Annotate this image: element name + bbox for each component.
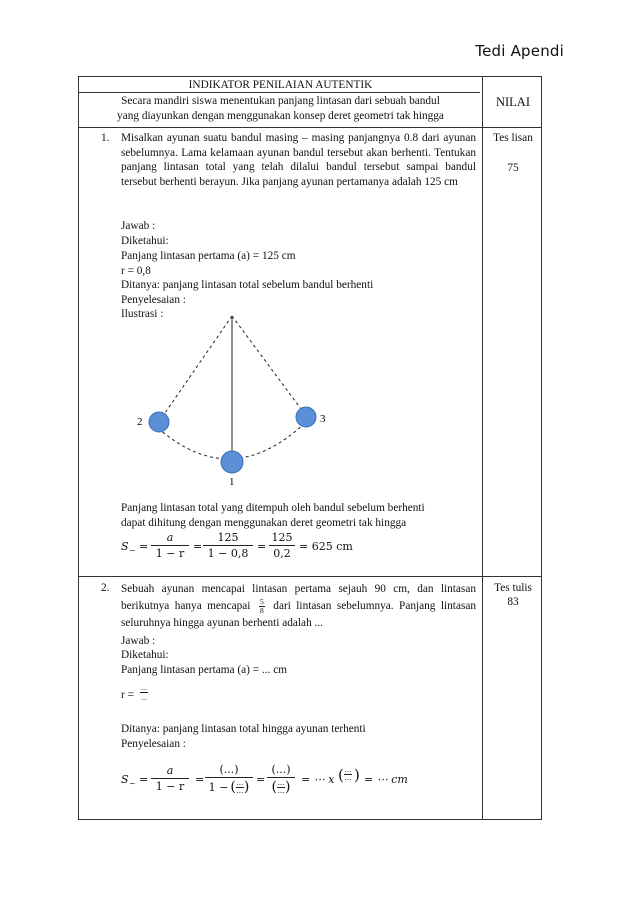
q2-jawab: Jawab : <box>121 635 156 647</box>
q2-problem <box>121 581 476 631</box>
q1-fraction-1 <box>151 531 189 560</box>
q2-f2-inner-num: ... <box>236 778 244 787</box>
label-3: 3 <box>320 413 326 425</box>
q1-problem: Misalkan ayunan suatu bandul masing – masing panjangnya 0.8 dari ayunan sebelumnya. Lama kelamaan ayunan bandul tersebut akan berhenti. Tentukan panjang lintasan total yang telah dilalui bandul tersebut sampai bandul tersebut berhenti berayun. Jika panjang ayunan pertamanya adalah 125 cm <box>121 132 476 189</box>
q2-inline-fraction <box>259 598 265 615</box>
q2-frac-num: 5 <box>259 596 264 606</box>
q1-score: 75 <box>507 162 519 174</box>
bob-position-3 <box>296 407 316 427</box>
q2-multiplier-fraction <box>344 767 352 782</box>
q2-r-den: ... <box>141 693 147 702</box>
q1-formula-s: S <box>121 540 129 553</box>
label-1: 1 <box>229 476 235 486</box>
q2-frac-den: 8 <box>259 605 264 615</box>
q2-penyelesaian: Penyelesaian : <box>121 738 186 750</box>
q1-formula-eq1: = <box>139 540 149 553</box>
q2-fraction-3 <box>267 763 295 795</box>
row-divider <box>79 576 541 577</box>
q2-formula-eq1: = <box>139 773 149 786</box>
q2-formula-mid: = ⋯ x <box>301 773 335 786</box>
column-divider <box>482 77 483 819</box>
q2-r-label: r = <box>121 689 134 701</box>
header-desc-line1: Secara mandiri siswa menentukan panjang lintasan dari sebuah bandul <box>121 95 440 107</box>
assessment-table: INDIKATOR PENILAIAN AUTENTIK Secara mandiri siswa menentukan panjang lintasan dari sebuah bandul yang diayunkan dengan menggunakan konsep deret geometri tak hingga NILAI 1. Misalkan ayunan suatu bandul masing – masing panjangnya 0.8 dari ayunan sebelumnya. Lama kelamaan ayunan bandul tersebut akan berhenti. Tentukan panjang lintasan total yang telah dilalui bandul tersebut sampai bandul tersebut berhenti berayun. Jika panjang ayunan pertamanya adalah 125 cm Jawab : Diketahui: Panjang lintasan pertama (a) = 125 cm r = 0,8 Ditanya: panjang lintasan total sebelum bandul berhenti Penyelesaian : Ilustrasi : 2 3 1 Panjang lintasan total yang ditempuh oleh bandul sebelum berhenti dapat dihitung dengan menggunakan deret geometri tak hingga S ~ = a 1 − r = 125 1 − 0,8 = 125 0,2 = 625 cm Tes lisan 75 2. Sebuah ayunan mencapai lintasan pertama sejauh 90 cm, dan lintasan berikutnya hanya mencapai $\frac{5}{8}$ dari lintasan sebelumnya. Panjang lintasan seluruhnya hingga ayunan berhenti adalah ... Jawab : Diketahui: Panjang lintasan pertama (a) = ... cm r = ... ... Ditanya: panjang lintasan total hingga ayunan terhenti Penyelesaian : S ~ = a 1 − r = (...) 1 − ( ... ... ) = (...) ( ... ... ) = ⋯ x ( ... ... ) = ⋯ cm Tes tulis 83 <box>78 76 542 820</box>
q2-formula-eq2: = <box>195 773 205 786</box>
q2-formula-sub: ~ <box>129 779 136 788</box>
q2-f2-num: (...) <box>219 763 239 776</box>
q2-number: 2. <box>101 582 110 594</box>
q1-ditanya: Ditanya: panjang lintasan total sebelum bandul berhenti <box>121 279 374 291</box>
q2-f2-den-prefix: 1 − <box>208 780 229 794</box>
bob-position-2 <box>149 412 169 432</box>
q2-diketahui: Diketahui: <box>121 649 169 661</box>
q1-f3-num: 125 <box>271 531 293 544</box>
q2-score: 83 <box>507 596 519 608</box>
q1-number: 1. <box>101 132 110 144</box>
q2-formula-eq3: = <box>256 773 266 786</box>
q2-f3-den: ( ... ... ) <box>271 778 291 795</box>
header-divider <box>79 127 541 128</box>
q1-jawab: Jawab : <box>121 220 156 232</box>
q1-f1-den: 1 − r <box>155 547 185 560</box>
pendulum-illustration <box>124 311 404 486</box>
q2-formula-s: S <box>121 773 129 786</box>
q1-formula-result: = 625 cm <box>299 540 353 553</box>
q1-formula-eq2: = <box>193 540 203 553</box>
q1-fraction-2 <box>203 531 253 560</box>
q2-mult-num: ... <box>344 766 352 774</box>
q1-conclusion-line1: Panjang lintasan total yang ditempuh oleh bandul sebelum berhenti <box>121 502 425 514</box>
q1-r-line: r = 0,8 <box>121 265 151 277</box>
q1-f2-den: 1 − 0,8 <box>207 547 249 560</box>
left-string-dashed <box>158 316 232 423</box>
q2-f3-num: (...) <box>271 763 291 776</box>
q2-ditanya: Ditanya: panjang lintasan total hingga ayunan terhenti <box>121 723 366 735</box>
q1-fraction-3 <box>269 531 295 560</box>
q1-formula-sub: ~ <box>129 546 136 555</box>
q1-conclusion-line2: dapat dihitung dengan menggunakan deret geometri tak hingga <box>121 517 407 529</box>
header-desc-line2: yang diayunkan dengan menggunakan konsep deret geometri tak hingga <box>117 110 444 122</box>
q1-a-line: Panjang lintasan pertama (a) = 125 cm <box>121 250 296 262</box>
right-string-dashed <box>232 316 307 417</box>
q2-f2-den: 1 − ( ... ... ) <box>208 778 250 795</box>
q2-mult-den: ... <box>344 774 352 782</box>
author-name: Tedi Apendi <box>475 42 564 60</box>
q2-score-type: Tes tulis <box>494 582 532 594</box>
q1-f3-den: 0,2 <box>273 547 291 560</box>
q2-r-fraction <box>140 683 148 702</box>
q1-penyelesaian: Penyelesaian : <box>121 294 186 306</box>
bob-position-1 <box>221 451 243 473</box>
nilai-header: NILAI <box>495 95 530 109</box>
q2-f2-inner-den: ... <box>236 786 244 795</box>
q1-formula-eq3: = <box>257 540 267 553</box>
q2-f1-den: 1 − r <box>155 780 185 793</box>
q2-problem-part2: dari lintasan sebelumnya. Panjang lintasan seluruhnya hingga ayunan berhenti adalah ... <box>121 599 477 629</box>
q2-f3-inner-den: ... <box>277 786 285 795</box>
q2-r-num: ... <box>141 683 147 692</box>
q1-diketahui: Diketahui: <box>121 235 169 247</box>
q2-formula-result: = ⋯ cm <box>364 773 408 786</box>
q2-problem-part1: Sebuah ayunan mencapai lintasan pertama sejauh 90 cm, dan lintasan berikutnya hanya mencapai <box>121 583 476 612</box>
q2-fraction-2 <box>205 763 253 795</box>
q2-a-line: Panjang lintasan pertama (a) = ... cm <box>121 664 288 676</box>
label-2: 2 <box>137 416 143 428</box>
q1-f2-num: 125 <box>217 531 239 544</box>
q1-f1-num: a <box>166 531 174 544</box>
q2-fraction-1 <box>151 764 189 793</box>
q1-ilustrasi: Ilustrasi : <box>121 308 164 320</box>
q2-f3-inner-num: ... <box>277 778 285 787</box>
header-title: INDIKATOR PENILAIAN AUTENTIK <box>188 79 373 91</box>
q2-f1-num: a <box>166 764 174 777</box>
q1-score-type: Tes lisan <box>493 132 533 144</box>
